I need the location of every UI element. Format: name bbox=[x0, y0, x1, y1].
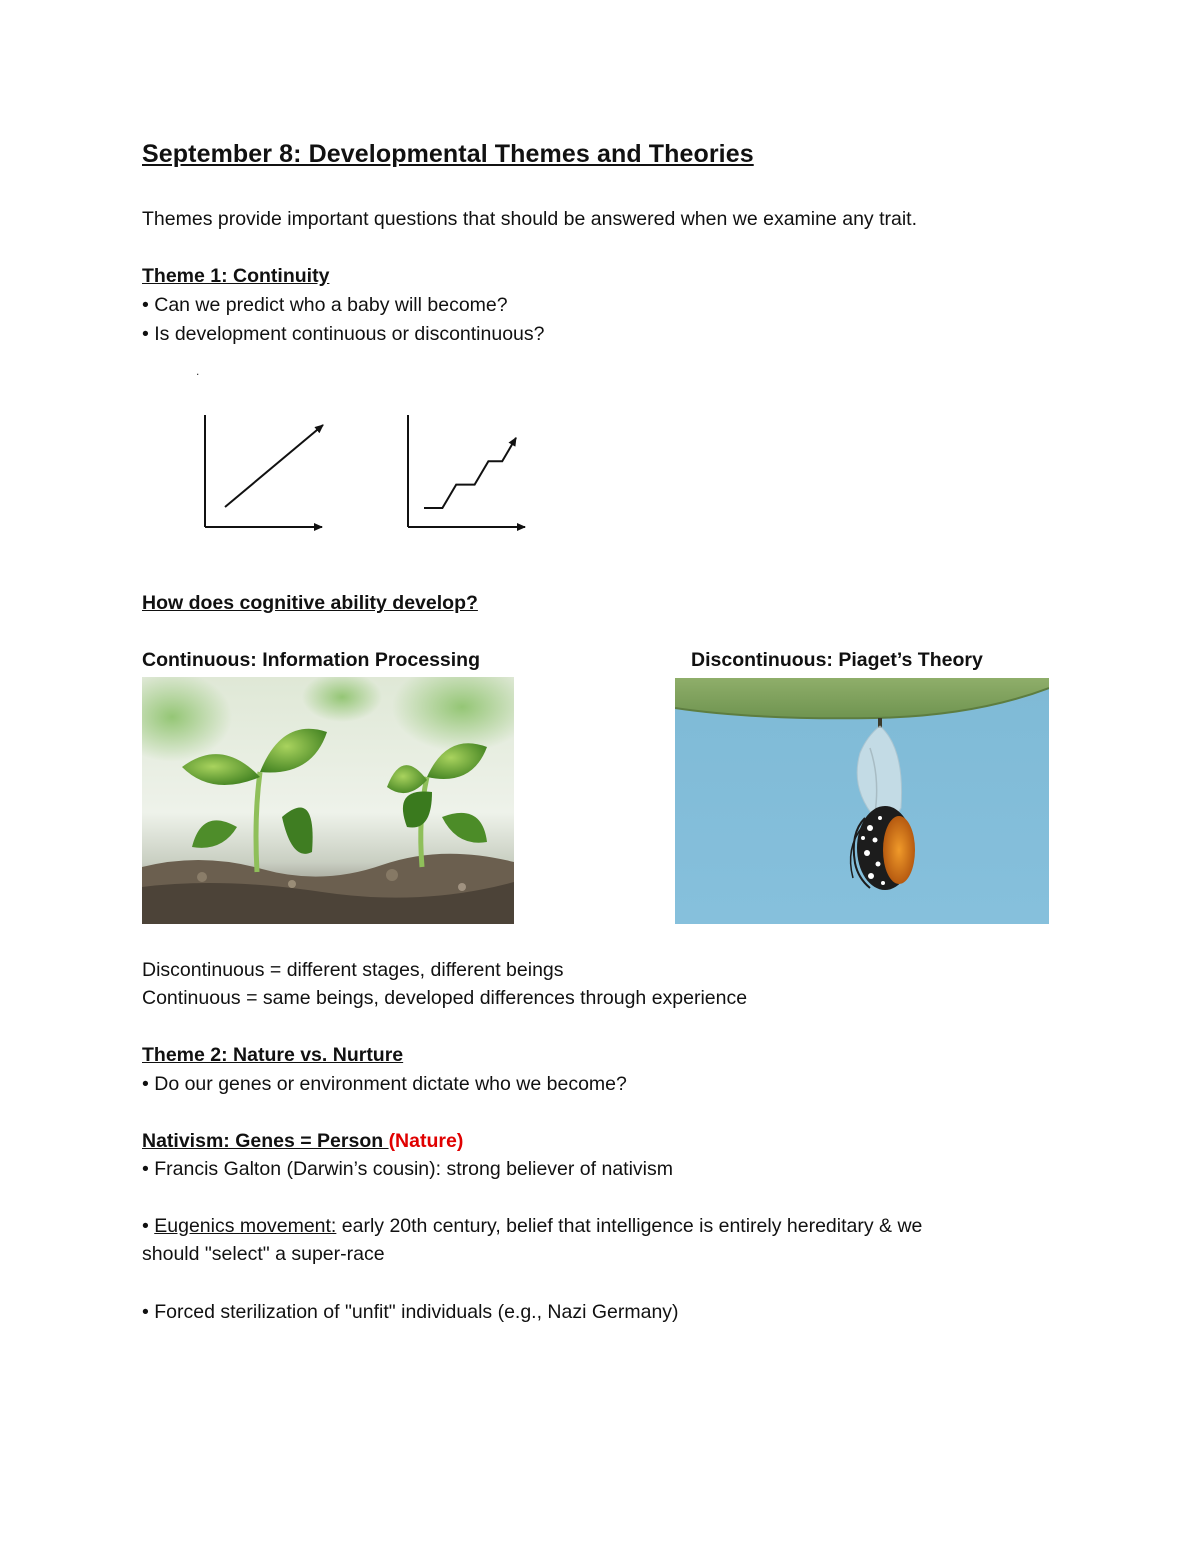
nativism-heading bbox=[142, 1127, 463, 1155]
seedlings-photo bbox=[142, 677, 514, 924]
theme1-heading: Theme 1: Continuity bbox=[142, 265, 330, 287]
definition-discontinuous: Discontinuous = different stages, different beings bbox=[142, 959, 564, 981]
intro-text: Themes provide important questions that should be answered when we examine any trait. bbox=[142, 208, 918, 230]
stray-mark: . bbox=[196, 364, 200, 378]
definition-continuous: Continuous = same beings, developed differences through experience bbox=[142, 987, 748, 1009]
butterfly-chrysalis-photo bbox=[675, 678, 1049, 924]
continuous-graph-line bbox=[225, 425, 323, 507]
eugenics-description: early 20th century, belief that intelligence is entirely hereditary & we bbox=[336, 1215, 923, 1237]
nativism-nature-tag: (Nature) bbox=[388, 1130, 464, 1152]
theme1-bullet-continuous: • Is development continuous or discontinuous? bbox=[142, 323, 545, 345]
continuous-caption: Continuous: Information Processing bbox=[142, 649, 481, 671]
eugenics-continuation: should "select" a super-race bbox=[142, 1243, 385, 1265]
theme2-heading: Theme 2: Nature vs. Nurture bbox=[142, 1044, 404, 1066]
nativism-heading-text: Nativism: Genes = Person bbox=[142, 1130, 389, 1152]
continuous-graph bbox=[195, 410, 335, 535]
discontinuous-graph-line bbox=[424, 438, 516, 508]
discontinuous-graph bbox=[398, 410, 538, 535]
page-title: September 8: Developmental Themes and Theories bbox=[142, 140, 754, 168]
theme2-bullet: • Do our genes or environment dictate who we become? bbox=[142, 1073, 627, 1095]
eugenics-term: Eugenics movement: bbox=[154, 1215, 337, 1237]
eugenics-bullet bbox=[142, 1212, 922, 1240]
cognitive-heading: How does cognitive ability develop? bbox=[142, 592, 478, 614]
theme1-bullet-predict: • Can we predict who a baby will become? bbox=[142, 294, 508, 316]
sterilization-bullet: • Forced sterilization of "unfit" individuals (e.g., Nazi Germany) bbox=[142, 1301, 679, 1323]
discontinuous-caption: Discontinuous: Piaget’s Theory bbox=[691, 649, 983, 671]
galton-bullet: • Francis Galton (Darwin’s cousin): strong believer of nativism bbox=[142, 1158, 673, 1180]
eugenics-bullet-mark: • bbox=[142, 1215, 155, 1237]
